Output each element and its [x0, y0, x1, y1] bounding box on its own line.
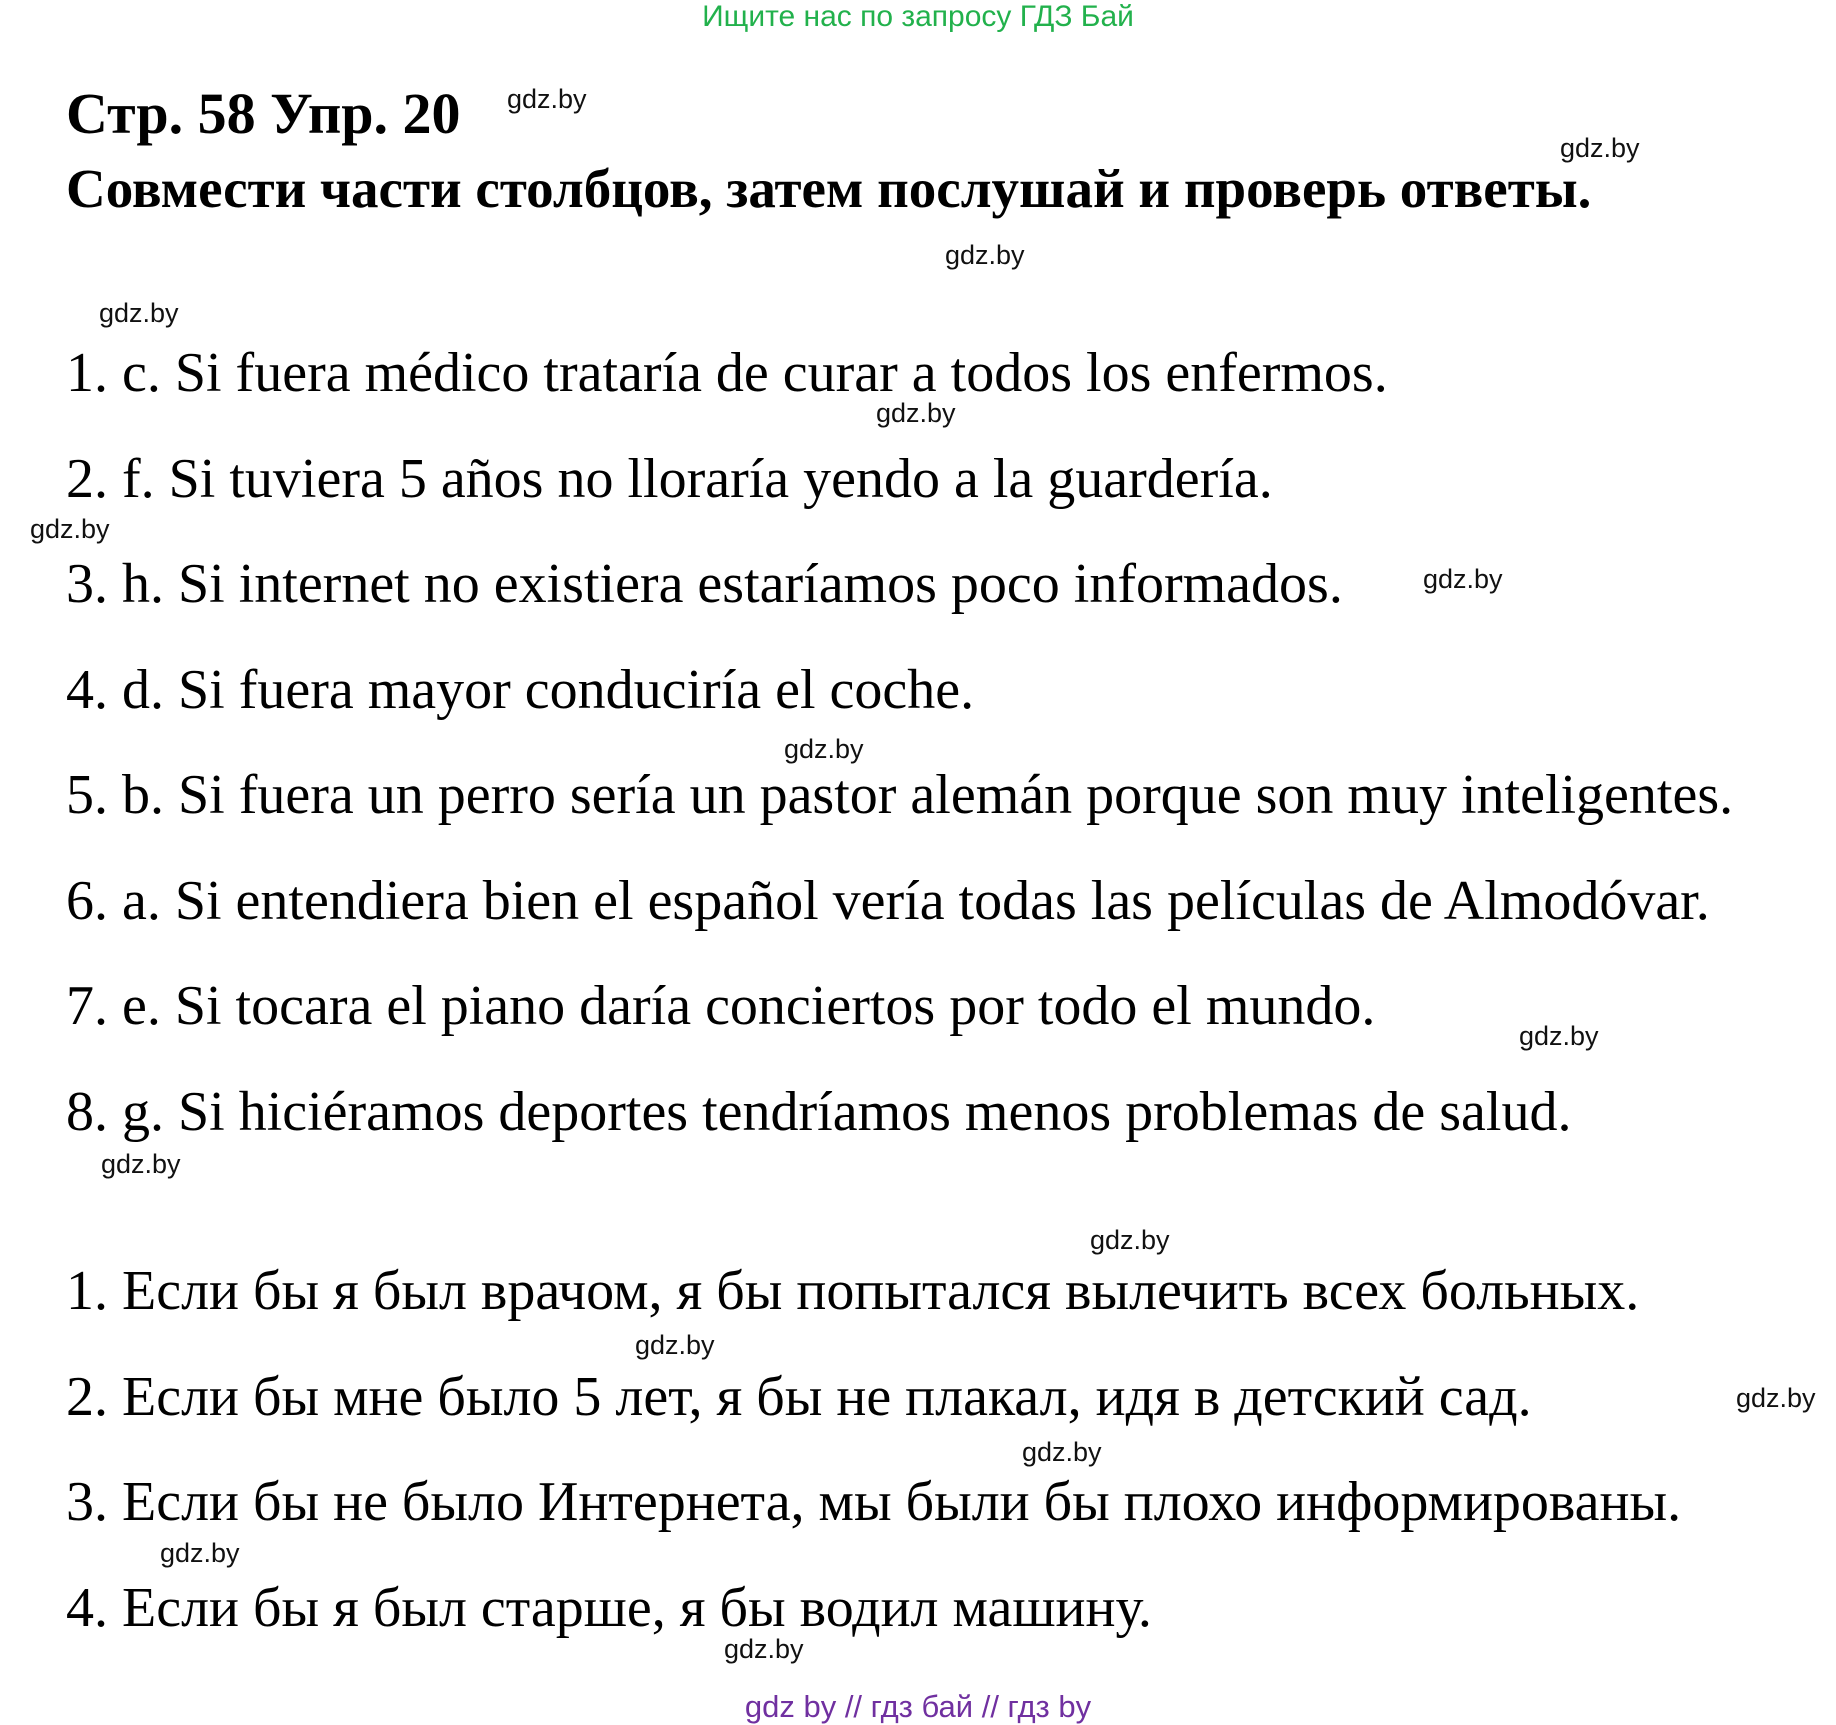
list-item: 1. c. Si fuera médico trataría de curar a todos los enfermos. [66, 342, 1388, 404]
footer-links: gdz by // гдз бай // гдз by [744, 1689, 1092, 1724]
watermark: gdz.by [635, 1330, 715, 1360]
watermark: gdz.by [99, 298, 179, 328]
list-item: 3. Если бы не было Интернета, мы были бы плохо информированы. [66, 1471, 1682, 1533]
watermark: gdz.by [1736, 1383, 1816, 1413]
watermark: gdz.by [1423, 564, 1503, 594]
list-item: 4. d. Si fuera mayor conduciría el coche. [66, 659, 975, 721]
watermark: gdz.by [1022, 1437, 1102, 1467]
watermark: gdz.by [1090, 1225, 1170, 1255]
top-banner: Ищите нас по запросу ГДЗ Бай [702, 0, 1134, 33]
watermark: gdz.by [945, 240, 1025, 270]
watermark: gdz.by [101, 1149, 181, 1179]
exercise-instruction: Совмести части столбцов, затем послушай и проверь ответы. [66, 158, 1592, 219]
page-title: Стр. 58 Упр. 20 [66, 81, 461, 146]
list-item: 4. Если бы я был старше, я бы водил машину. [66, 1577, 1152, 1639]
list-item: 2. f. Si tuviera 5 años no lloraría yendo a la guardería. [66, 448, 1273, 510]
list-item: 2. Если бы мне было 5 лет, я бы не плакал, идя в детский сад. [66, 1366, 1532, 1428]
watermark: gdz.by [876, 398, 956, 428]
list-item: 7. e. Si tocara el piano daría conciertos por todo el mundo. [66, 975, 1376, 1037]
watermark: gdz.by [724, 1634, 804, 1664]
list-item: 8. g. Si hiciéramos deportes tendríamos menos problemas de salud. [66, 1081, 1572, 1143]
watermark: gdz.by [507, 84, 587, 114]
list-item: 1. Если бы я был врачом, я бы попытался вылечить всех больных. [66, 1260, 1640, 1322]
list-item: 5. b. Si fuera un perro sería un pastor alemán porque son muy inteligentes. [66, 764, 1734, 826]
watermark: gdz.by [160, 1538, 240, 1568]
list-item: 3. h. Si internet no existiera estaríamos poco informados. [66, 553, 1343, 615]
watermark: gdz.by [1560, 133, 1640, 163]
watermark: gdz.by [30, 514, 110, 544]
list-item: 6. a. Si entendiera bien el español vería todas las películas de Almodóvar. [66, 870, 1710, 932]
watermark: gdz.by [784, 734, 864, 764]
watermark: gdz.by [1519, 1021, 1599, 1051]
